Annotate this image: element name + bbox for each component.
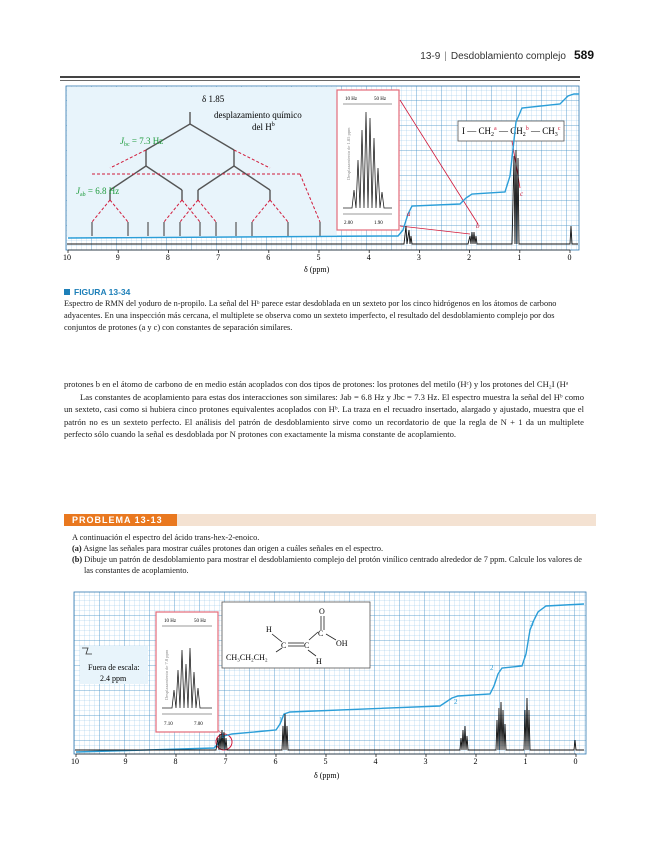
propyl-iodide-structure bbox=[458, 121, 564, 141]
svg-text:C: C bbox=[304, 641, 310, 650]
nmr-spectrum-figure-1 bbox=[0, 0, 666, 290]
axis-tick-label: 1 bbox=[523, 757, 528, 766]
nmr-spectrum-figure-2 bbox=[0, 590, 666, 790]
svg-text:I — CH2a — CH2b — CH3c: I — $CH_2^a$ — $CH_2^b$ — $CH_3^c$ bbox=[462, 126, 561, 138]
svg-text:O: O bbox=[319, 607, 325, 616]
jab-label: $J_{ab} = 6.8$ Hz bbox=[76, 186, 120, 198]
problem-item-a: (a) Asigne las señales para mostrar cuáles protones dan origen a cuáles señales en el espectro. bbox=[72, 544, 384, 553]
jbc-label: $J_{bc} = 7.3$ Hz bbox=[120, 136, 164, 148]
svg-text:del Hb: del $H^b$ bbox=[252, 122, 275, 132]
axis-tick-label: 8 bbox=[173, 757, 178, 766]
axis-tick-label: 5 bbox=[323, 757, 328, 766]
svg-text:10 Hz: 10 Hz bbox=[164, 619, 177, 624]
axis-tick-label: 6 bbox=[266, 253, 271, 262]
problem-text bbox=[72, 532, 592, 576]
axis-tick-label: 9 bbox=[123, 757, 128, 766]
svg-text:H: H bbox=[316, 657, 322, 666]
svg-text:3: 3 bbox=[530, 620, 534, 628]
svg-text:2.4 ppm: 2.4 ppm bbox=[100, 674, 127, 683]
problem-intro: A continuación el espectro del ácido trans-hex-2-enoico. bbox=[72, 533, 260, 542]
axis-tick-label: 0 bbox=[567, 253, 572, 262]
page-number: 589 bbox=[573, 48, 594, 62]
svg-text:Desplazamiento de 7.0 ppm: Desplazamiento de 7.0 ppm bbox=[164, 649, 169, 700]
section-number: 13-9 bbox=[420, 51, 441, 62]
expanded-multiplet-inset bbox=[156, 612, 218, 732]
svg-text:c: c bbox=[520, 190, 524, 198]
axis-label: δ (ppm) bbox=[314, 771, 340, 780]
svg-text:1: 1 bbox=[279, 716, 283, 724]
svg-text:10 Hz: 10 Hz bbox=[345, 97, 358, 102]
svg-text:50 Hz: 50 Hz bbox=[194, 619, 207, 624]
page-header: 13-9 | Desdoblamiento complejo 589 bbox=[420, 48, 594, 62]
axis-label: δ (ppm) bbox=[304, 265, 330, 274]
axis-tick-label: 4 bbox=[366, 253, 371, 262]
axis-tick-label: 3 bbox=[416, 253, 421, 262]
svg-text:desplazamiento químico: desplazamiento químico bbox=[214, 110, 302, 120]
svg-text:H: H bbox=[266, 625, 272, 634]
problem-item-b: (b) Dibuje un patrón de desdoblamiento para mostrar el desdoblamiento complejo del protón vinílico centrado alrededor de 7 ppm. Calcule los valores de las constantes de acoplamiento. bbox=[72, 555, 582, 575]
svg-text:2.00: 2.00 bbox=[344, 221, 353, 226]
axis-tick-label: 9 bbox=[115, 253, 120, 262]
axis-tick-label: 0 bbox=[573, 757, 578, 766]
svg-text:C: C bbox=[318, 629, 324, 638]
svg-text:2: 2 bbox=[454, 698, 458, 706]
axis-tick-label: 10 bbox=[63, 253, 71, 262]
svg-text:50 Hz: 50 Hz bbox=[374, 97, 387, 102]
axis-tick-label: 1 bbox=[517, 253, 522, 262]
paragraph: protones b en el átomo de carbono de en medio están acoplados con dos tipos de protones: los protones del metilo (Hᶜ) y los protones del CH₂I (Hᵃ bbox=[64, 379, 569, 389]
caption-text: Espectro de RMN del yoduro de n-propilo. La señal del Hᵇ parece estar desdoblada en un sexteto por los cinco hidrógenos en los átomos de carbono adyacentes. En una inspección más cercana, el multiplete se observa como un sexteto imperfecto, el resultado del desdoblamiento complejo por dos conjuntos de protones (a y c) con constantes de separación similares. bbox=[64, 299, 557, 332]
svg-text:Desplazamiento de 1.85 ppm: Desplazamiento de 1.85 ppm bbox=[346, 127, 351, 180]
hexenoic-acid-structure bbox=[222, 602, 370, 668]
figure-caption bbox=[64, 286, 584, 334]
svg-text:a: a bbox=[407, 210, 411, 218]
svg-text:C: C bbox=[281, 641, 287, 650]
paragraph: Las constantes de acoplamiento para estas dos interacciones son similares: Jab = 6.8 Hz y Jbc = 7.3 Hz. El espectro muestra la señal del Hᵇ como un sexteto, casi como si hubiera cinco protones equivalentes acoplados con Hᵇ. La traza en el recuadro insertado, alargado y ajustado, muestra que el patrón no es un sexteto perfecto. El análisis del patrón de desdoblamiento sirve como un recordatorio de que la regla de N + 1 da un multiplete perfecto sólo cuando la señal es desdoblada por N protones con exactamente la misma constante de acoplamiento. bbox=[64, 391, 584, 440]
axis-tick-label: 10 bbox=[71, 757, 79, 766]
axis-tick-label: 7 bbox=[223, 757, 228, 766]
svg-text:b: b bbox=[476, 222, 480, 230]
axis-tick-label: 4 bbox=[373, 757, 378, 766]
problem-banner bbox=[64, 514, 596, 526]
ppm-axis bbox=[63, 250, 572, 262]
svg-text:Fuera de escala:: Fuera de escala: bbox=[88, 663, 140, 672]
off-scale-note bbox=[80, 646, 148, 684]
ppm-axis bbox=[71, 754, 578, 766]
svg-text:1: 1 bbox=[221, 732, 225, 740]
svg-text:CH₃CH₂CH₂: CH₃CH₂CH₂ bbox=[226, 653, 268, 662]
top-rule bbox=[60, 76, 580, 78]
axis-tick-label: 5 bbox=[316, 253, 321, 262]
svg-text:7.00: 7.00 bbox=[194, 722, 203, 727]
svg-text:7.10: 7.10 bbox=[164, 722, 173, 727]
axis-tick-label: 6 bbox=[273, 757, 278, 766]
axis-tick-label: 2 bbox=[467, 253, 472, 262]
axis-tick-label: 3 bbox=[423, 757, 428, 766]
body-text bbox=[64, 378, 584, 441]
svg-text:OH: OH bbox=[336, 639, 348, 648]
expanded-multiplet-inset bbox=[337, 90, 399, 230]
svg-text:1.90: 1.90 bbox=[374, 221, 383, 226]
axis-tick-label: 2 bbox=[473, 757, 478, 766]
chemical-shift-label: δ 1.85 bbox=[202, 94, 225, 104]
svg-text:2: 2 bbox=[490, 664, 494, 672]
axis-tick-label: 7 bbox=[216, 253, 221, 262]
figure-label: FIGURA 13-34 bbox=[64, 286, 584, 298]
section-title: Desdoblamiento complejo bbox=[450, 51, 566, 62]
axis-tick-label: 8 bbox=[165, 253, 170, 262]
problem-title: PROBLEMA 13-13 bbox=[64, 514, 177, 526]
